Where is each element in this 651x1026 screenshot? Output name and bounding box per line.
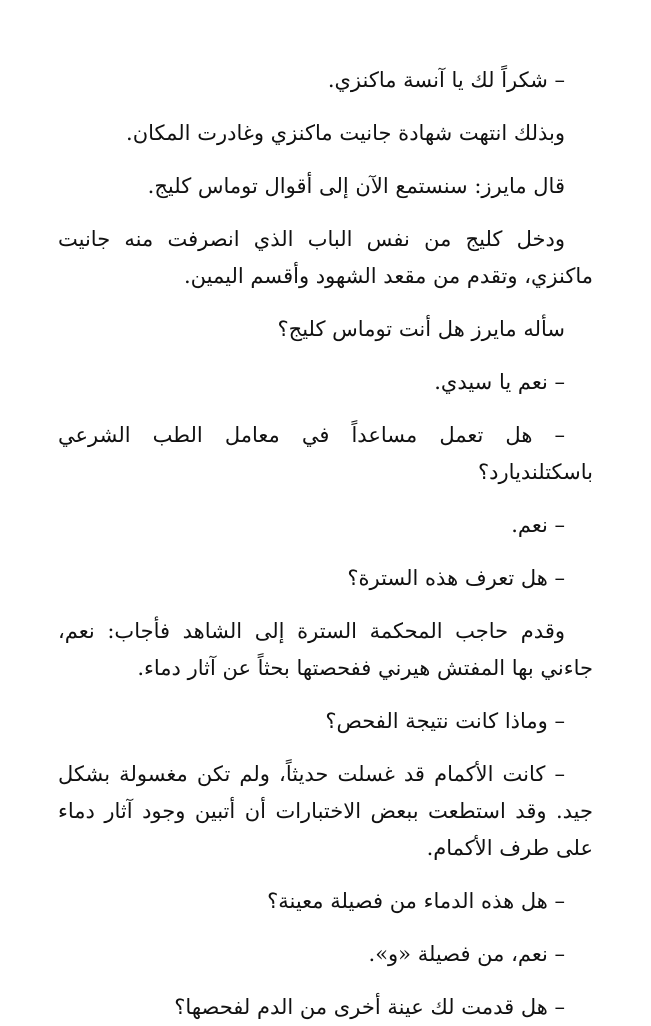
paragraph-4: ودخل كليج من نفس الباب الذي انصرفت منه جانيت ماكنزي، وتقدم من مقعد الشهود وأقسم اليمين. bbox=[58, 227, 593, 288]
paragraph-2: وبذلك انتهت شهادة جانيت ماكنزي وغادرت المكان. bbox=[126, 121, 565, 145]
paragraph-13: – هل هذه الدماء من فصيلة معينة؟ bbox=[267, 889, 565, 913]
paragraph-14: – نعم، من فصيلة «و». bbox=[368, 942, 565, 966]
paragraph-10: وقدم حاجب المحكمة السترة إلى الشاهد فأجاب: نعم، جاءني بها المفتش هيرني ففحصتها بحثاً عن آثار دماء. bbox=[58, 619, 593, 680]
paragraph-9: – هل تعرف هذه السترة؟ bbox=[347, 566, 565, 590]
paragraph-7: – هل تعمل مساعداً في معامل الطب الشرعي باسكتلنديارد؟ bbox=[58, 423, 593, 484]
paragraph-6: – نعم يا سيدي. bbox=[434, 370, 565, 394]
paragraph-5: سأله مايرز هل أنت توماس كليج؟ bbox=[277, 317, 565, 341]
paragraph-8: – نعم. bbox=[511, 513, 565, 537]
paragraph-3: قال مايرز: سنستمع الآن إلى أقوال توماس كليج. bbox=[147, 174, 565, 198]
paragraph-12: – كانت الأكمام قد غسلت حديثاً، ولم تكن مغسولة بشكل جيد. وقد استطعت ببعض الاختبارات أن أتبين وجود آثار دماء على طرف الأكمام. bbox=[58, 762, 593, 860]
paragraph-15: – هل قدمت لك عينة أخرى من الدم لفحصها؟ bbox=[174, 995, 565, 1019]
paragraph-1: – شكراً لك يا آنسة ماكنزي. bbox=[327, 68, 565, 92]
paragraph-11: – وماذا كانت نتيجة الفحص؟ bbox=[325, 709, 565, 733]
